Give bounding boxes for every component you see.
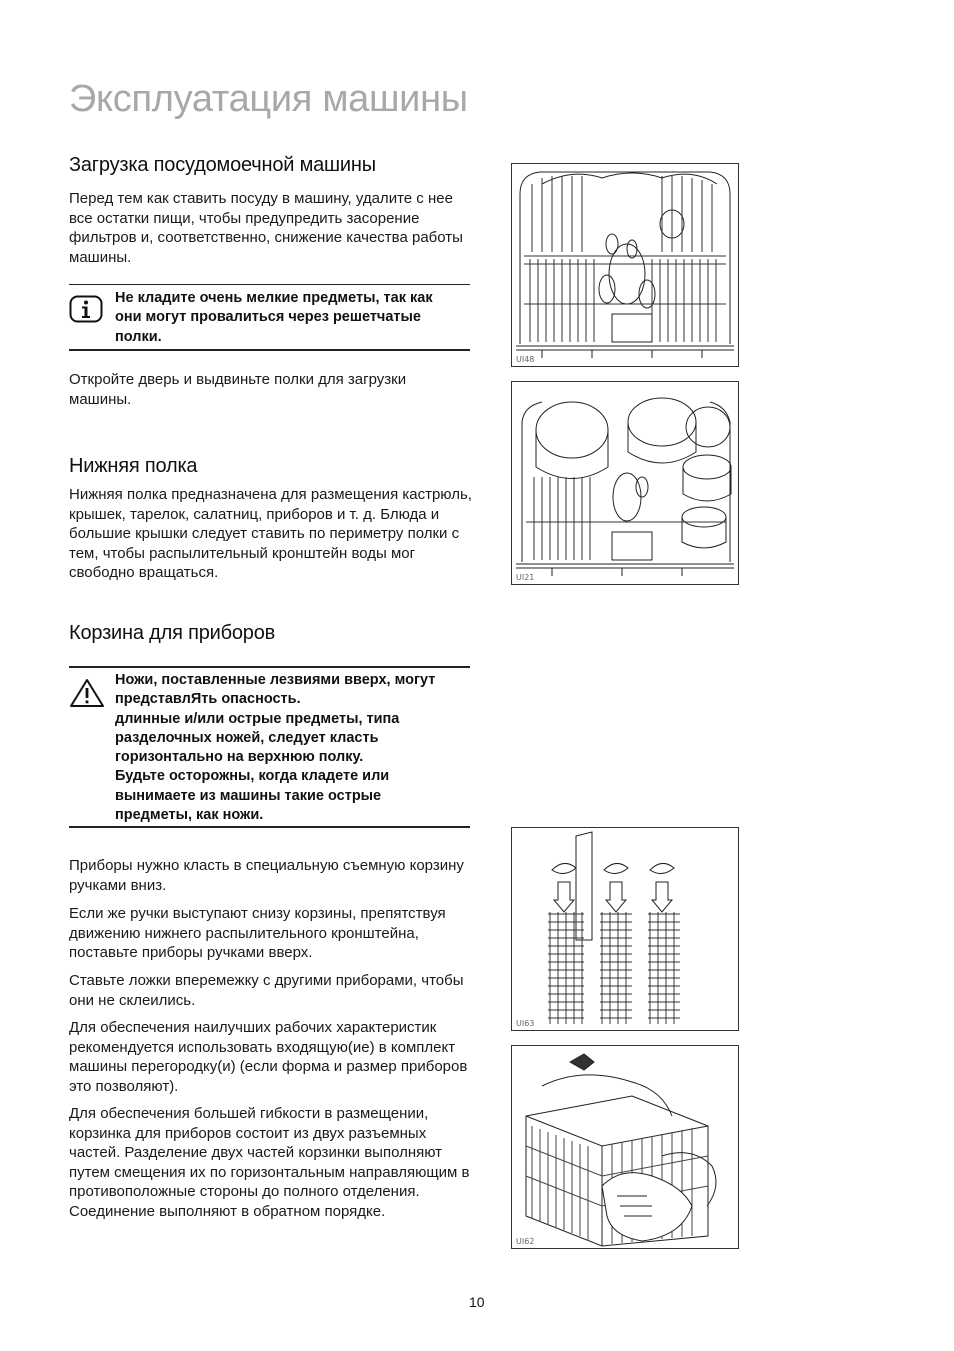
warning-line: разделочных ножей, следует класть [115,729,379,746]
info-note [69,284,470,351]
warning-note [69,666,470,828]
warning-line: горизонтально на верхнюю полку. [115,749,364,766]
info-icon [69,295,103,328]
open-door-text: Откройте дверь и выдвиньте полки для загрузки машины. [69,371,407,408]
lower-rack-text: Нижняя полка предназначена для размещения кастрюль, крышек, тарелок, салатниц, приборов и т. д. Блюда и большие крышки следует ставить по периметру полки с тем, чтобы распылительный кронштейн воды мог свободно вращаться. [69,486,472,581]
warning-line: Будьте осторожны, когда кладете или [115,768,390,785]
note-line: полки. [115,328,162,345]
figure-code: UI48 [516,355,535,364]
warning-line: Ножи, поставленные лезвиями вверх, могут [115,672,436,688]
page-number: 10 [469,1294,485,1310]
cutlery-paragraph: Для обеспечения наилучших рабочих характеристик рекомендуется использовать входящую(ие) в комплект машины перегородку(и) (если форма и размер приборов это позволяют). [69,1019,468,1095]
lower-rack-pots-figure [511,381,739,585]
note-line: они могут провалиться через решетчатые [115,309,421,326]
page-title: Эксплуатация машины [69,78,468,120]
cutlery-paragraph: Если же ручки выступают снизу корзины, препятствуя движению нижнего распылительного кронштейна, поставьте приборы ручками вверх. [69,905,446,961]
lower-rack-heading: Нижняя полка [69,455,198,477]
loading-heading: Загрузка посудомоечной машины [69,154,376,176]
loading-intro: Перед тем как ставить посуду в машину, удалите с нее все остатки пищи, чтобы предупредить засорение фильтров и, соответственно, снижение качества работы машины. [69,190,463,266]
warning-line: представлЯть опасность. [115,691,301,708]
cutlery-paragraph: Приборы нужно класть в специальную съемную корзину ручками вниз. [69,857,464,894]
cutlery-heading: Корзина для приборов [69,622,276,644]
figure-code: UI63 [516,1019,535,1028]
warning-line: вынимаете из машины такие острые [115,787,382,804]
warning-triangle-icon [69,678,105,713]
figure-code: UI21 [516,573,535,582]
cutlery-paragraph: Для обеспечения большей гибкости в размещении, корзинка для приборов состоит из двух разъемных частей. Разделение двух частей корзинки выполняют путем смещения их по горизонтальным направляющим в противоположные стороны до полного отделения. Соединение выполняют в обратном порядке. [69,1105,470,1220]
note-line: Не кладите очень мелкие предметы, так как [115,290,433,306]
basket-separation-figure [511,1045,739,1249]
cutlery-paragraph: Ставьте ложки вперемежку с другими приборами, чтобы они не склеились. [69,972,464,1009]
figure-code: UI62 [516,1237,535,1246]
warning-line: длинные и/или острые предметы, типа [115,710,400,727]
cutlery-basket-figure [511,827,739,1031]
warning-line: предметы, как ножи. [115,807,264,824]
lower-rack-plates-figure [511,163,739,367]
